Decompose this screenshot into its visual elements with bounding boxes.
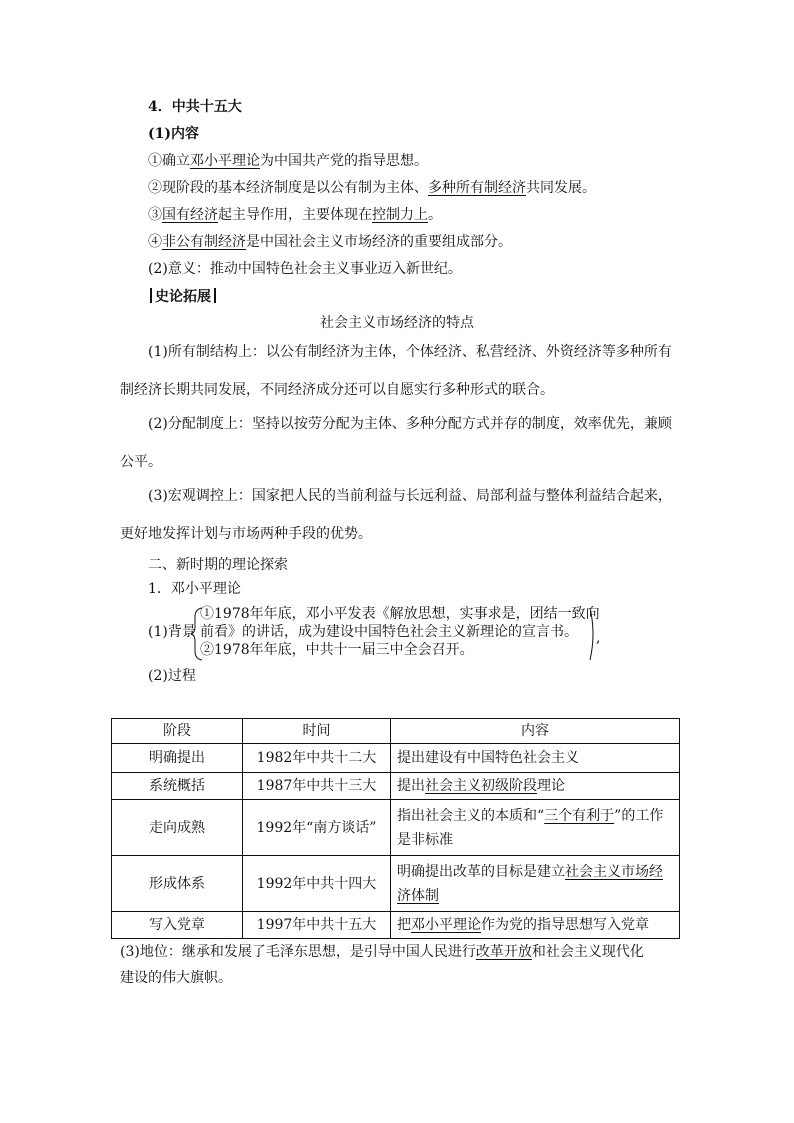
feature-paragraph-3: (3)宏观调控上：国家把人民的当前利益与长远利益、局部利益与整体利益结合起来， 更好地发挥计划与市场两种手段的优势。 [120, 488, 672, 542]
subheading-deng-theory: 1．邓小平理论 [148, 581, 241, 597]
content-item-1: ①确立邓小平理论为中国共产党的指导思想。 [148, 153, 428, 169]
section-heading-2: 二、新时期的理论探索 [148, 557, 288, 573]
subheading-content: (1)内容 [148, 126, 199, 142]
content-item-4: ④非公有制经济是中国社会主义市场经济的重要组成部分。 [148, 234, 512, 250]
table-row: 写入党章 1997年中共十五大 把邓小平理论作为党的指导思想写入党章 [112, 912, 680, 939]
box-title: 社会主义市场经济的特点 [320, 315, 474, 331]
underlined-term: 国有经济 [162, 207, 218, 223]
background-item-1a: ①1978年年底，邓小平发表《解放思想，实事求是，团结一致向 [200, 606, 600, 622]
tag-bar-left [150, 288, 152, 303]
table-header-row [112, 719, 680, 744]
background-label: (1)背景 [148, 624, 196, 640]
underlined-term: 社会主义初级阶段 [425, 778, 537, 794]
feature-paragraph-2: (2)分配制度上：坚持以按劳分配为主体、多种分配方式并存的制度，效率优先，兼顾 公平。 [120, 416, 672, 470]
feature-paragraph-1: (1)所有制结构上：以公有制经济为主体，个体经济、私营经济、外资经济等多种所有 制经济长期共同发展，不同经济成分还可以自愿实行多种形式的联合。 [120, 344, 672, 398]
header-content: 内容 [391, 719, 680, 744]
content-item-3: ③国有经济起主导作用，主要体现在控制力上。 [148, 207, 442, 223]
header-time: 时间 [243, 719, 391, 744]
underlined-term: 改革开放 [475, 944, 532, 960]
table-row: 形成体系 1992年中共十四大 明确提出改革的目标是建立社会主义市场经 济体制 [112, 856, 680, 912]
underlined-term: 多种所有制经济 [428, 180, 526, 196]
table-row: 明确提出 1982年中共十二大 提出建设有中国特色社会主义 [112, 744, 680, 773]
header-stage: 阶段 [112, 719, 243, 744]
process-table [111, 718, 680, 939]
underlined-term: 济体制 [397, 887, 439, 904]
underlined-term: 三个有利于 [544, 807, 615, 824]
background-item-1b: 前看》的讲话，成为建设中国特色社会主义新理论的宣言书。 [200, 624, 578, 640]
section-tag: 史论拓展 [147, 287, 219, 307]
process-heading: (2)过程 [148, 668, 196, 684]
section-heading: 4．中共十五大 [148, 99, 242, 115]
underlined-term: 社会主义市场经 [565, 863, 663, 880]
content-item-2: ②现阶段的基本经济制度是以公有制为主体、多种所有制经济共同发展。 [148, 180, 596, 196]
background-comma: , [596, 630, 601, 646]
tag-bar-right [214, 288, 216, 303]
background-item-2: ②1978年年底，中共十一届三中全会召开。 [200, 642, 474, 658]
underlined-term: 邓小平理论 [190, 153, 260, 169]
underlined-term: 非公有制经济 [162, 234, 246, 250]
table-row: 走向成熟 1992年“南方谈话” 指出社会主义的本质和“三个有利于”的工作 是非标准 [112, 800, 680, 856]
underlined-term: 邓小平理论 [411, 917, 481, 933]
underlined-term: 控制力上 [372, 207, 428, 223]
table-row: 系统概括 1987年中共十三大 提出社会主义初级阶段理论 [112, 773, 680, 800]
status-paragraph: (3)地位：继承和发展了毛泽东思想，是引导中国人民进行改革开放和社会主义现代化 建设的伟大旗帜。 [120, 944, 644, 986]
significance-line: (2)意义：推动中国特色社会主义事业迈入新世纪。 [148, 261, 462, 277]
